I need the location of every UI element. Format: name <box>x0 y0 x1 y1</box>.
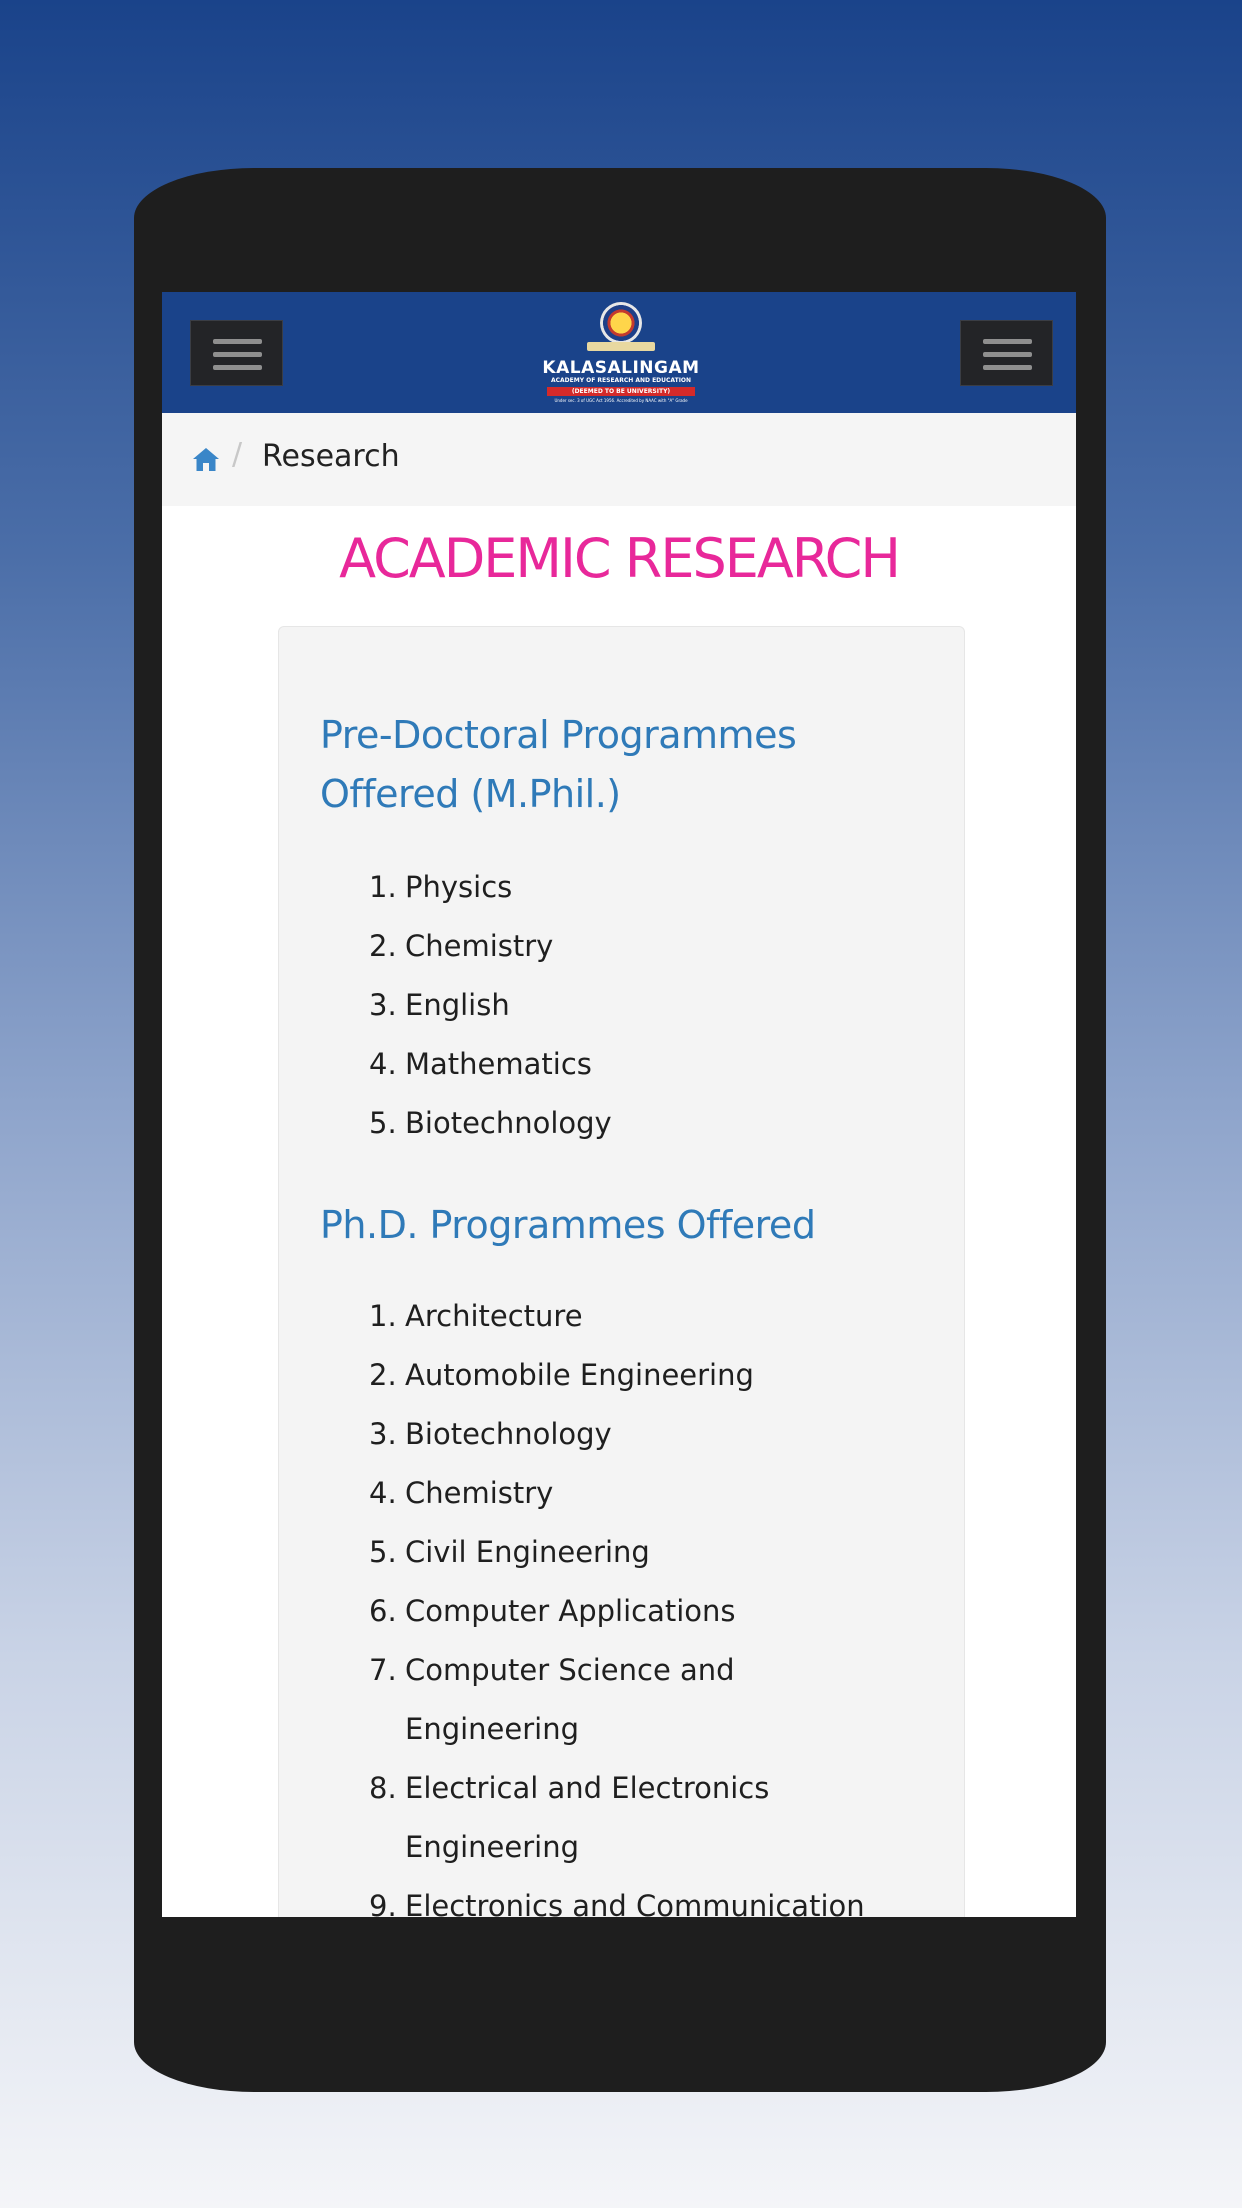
list-item: 4. Mathematics <box>369 1047 592 1081</box>
page-title: ACADEMIC RESEARCH <box>339 527 899 590</box>
list-item: 3. English <box>369 988 510 1022</box>
list-item: 1. Physics <box>369 870 513 904</box>
list-item: 9. Electronics and Communication <box>369 1889 865 1917</box>
list-item: 6. Computer Applications <box>369 1594 736 1628</box>
logo-fine-print: Under sec. 3 of UGC Act 1956. Accredited by NAAC with "A" Grade <box>554 398 688 403</box>
crest-emblem <box>600 302 642 344</box>
right-menu-button[interactable] <box>960 320 1053 386</box>
list-item: 5. Biotechnology <box>369 1106 612 1140</box>
list-item: 4. Chemistry <box>369 1476 554 1510</box>
logo-name: KALASALINGAM <box>542 358 700 378</box>
list-item: 2. Automobile Engineering <box>369 1358 754 1392</box>
list-item: 8. Electrical and Electronics <box>369 1771 770 1805</box>
list-item: 5. Civil Engineering <box>369 1535 650 1569</box>
list-item: 1. Architecture <box>369 1299 583 1333</box>
list-item-continuation: Engineering <box>405 1830 579 1864</box>
crest-ribbon <box>587 342 655 351</box>
list-item: 2. Chemistry <box>369 929 554 963</box>
phone-screen <box>162 292 1076 1917</box>
list-item: 3. Biotechnology <box>369 1417 612 1451</box>
logo-subtitle: ACADEMY OF RESEARCH AND EDUCATION <box>550 377 692 384</box>
section-heading-mphil-line2: Offered (M.Phil.) <box>320 772 621 816</box>
logo-tagline: (DEEMED TO BE UNIVERSITY) <box>547 387 695 396</box>
hamburger-menu-icon <box>213 339 262 344</box>
breadcrumb <box>162 413 1076 506</box>
breadcrumb-current: Research <box>262 439 400 474</box>
breadcrumb-separator: / <box>232 437 243 472</box>
section-heading-mphil: Pre-Doctoral Programmes <box>320 713 797 757</box>
app-header <box>162 292 1076 413</box>
section-heading-phd: Ph.D. Programmes Offered <box>320 1203 816 1247</box>
hamburger-menu-icon <box>983 339 1032 344</box>
university-logo[interactable] <box>539 302 703 406</box>
list-item: 7. Computer Science and <box>369 1653 735 1687</box>
home-icon[interactable] <box>192 446 220 472</box>
left-menu-button[interactable] <box>190 320 283 386</box>
list-item-continuation: Engineering <box>405 1712 579 1746</box>
